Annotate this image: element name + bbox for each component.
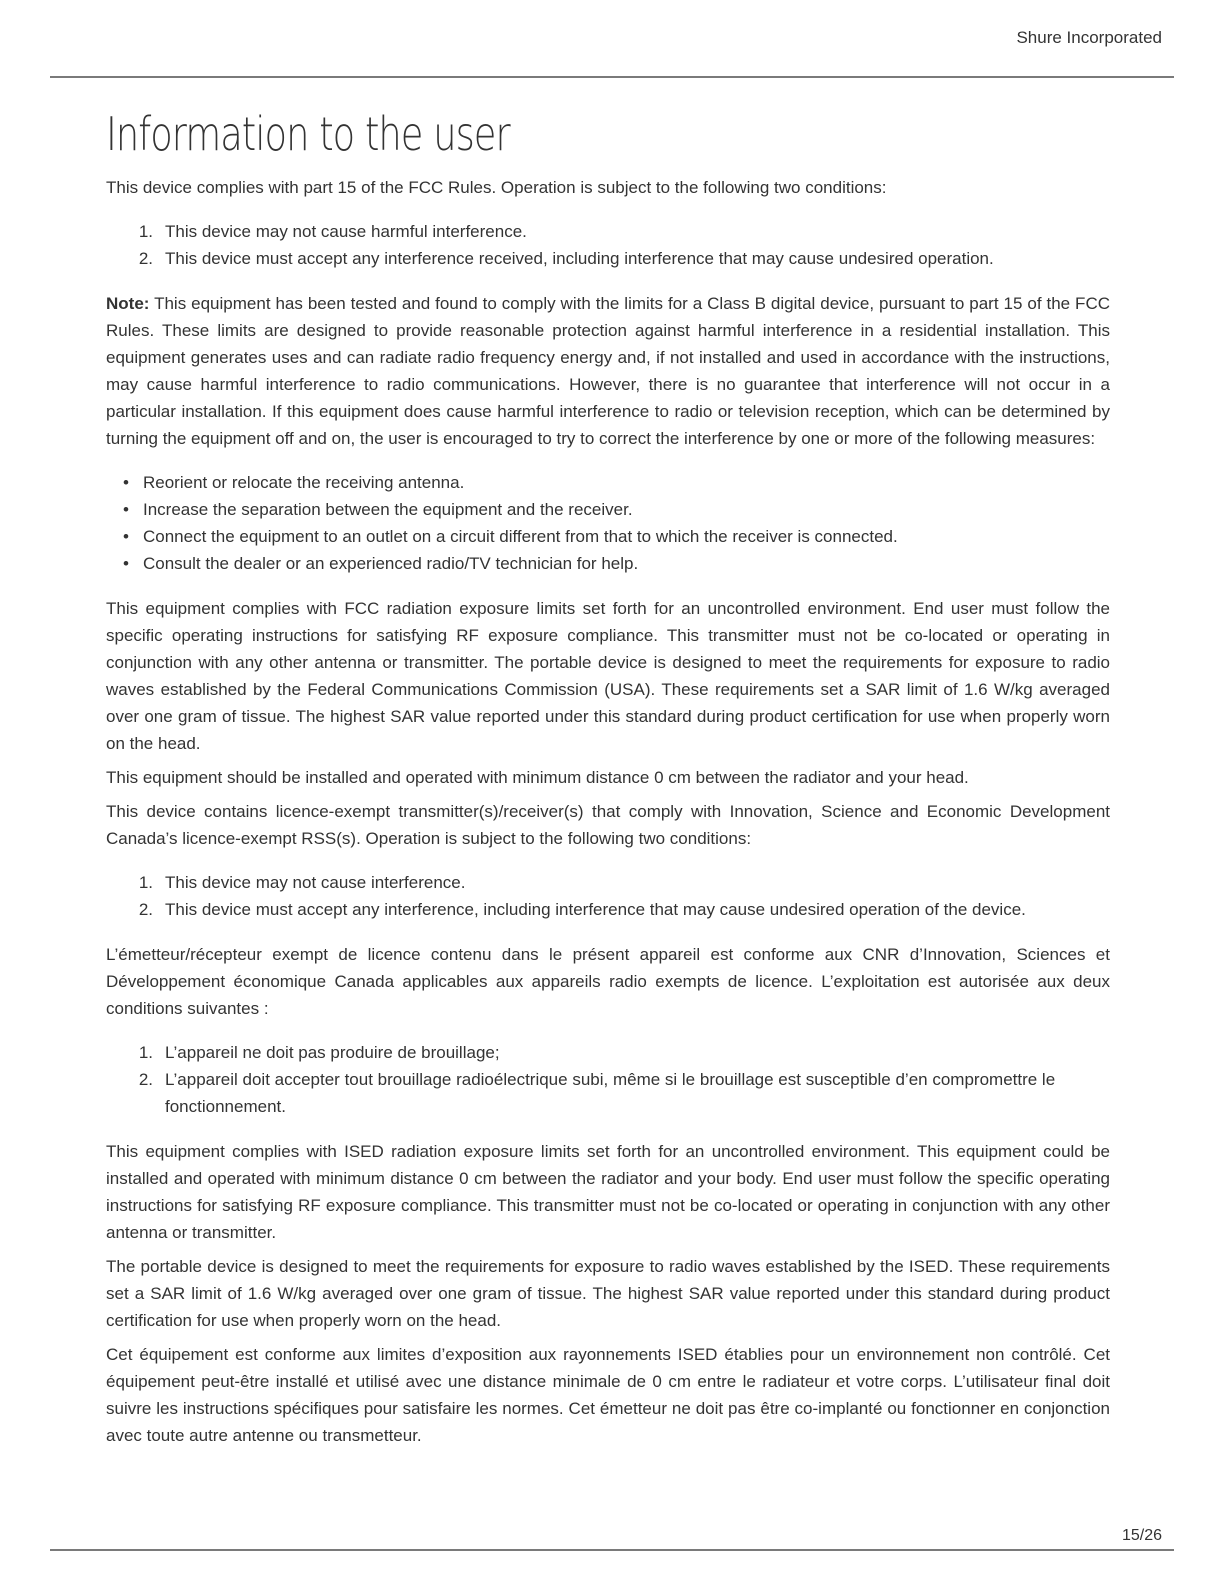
footer-divider: [50, 1549, 1174, 1551]
fcc-distance-paragraph: This equipment should be installed and operated with minimum distance 0 cm between the radiator and your head.: [106, 768, 969, 787]
ised-sar-paragraph: The portable device is designed to meet the requirements for exposure to radio waves established by the ISED. These requirements set a SAR limit of 1.6 W/kg averaged over one gram of tissue. The highest SAR value reported under this standard during product certification for use when properly worn on the head.: [106, 1257, 1110, 1330]
page-number: 15/26: [1121, 1527, 1162, 1544]
list-item-number: 2.: [138, 900, 153, 919]
list-item-text: This device must accept any interference, including interference that may cause undesired operation of the device.: [165, 900, 1026, 919]
list-item-text: Connect the equipment to an outlet on a circuit different from that to which the receiver is connected.: [143, 527, 898, 546]
list-item-number: 2.: [138, 1070, 153, 1089]
ised-rf-exposure-fr-paragraph: Cet équipement est conforme aux limites d’exposition aux rayonnements ISED établies pour un environnement non contrôlé. Cet équipement peut-être installé et utilisé avec une distance minimale de 0 cm entre le radiateur et votre corps. L’utilisateur final doit suivre les instructions spécifiques pour satisfaire les normes. Cet émetteur ne doit pas être co-implanté ou fonctionner en conjonction avec toute autre antenne ou transmetteur.: [106, 1345, 1110, 1445]
note-text: This equipment has been tested and found to comply with the limits for a Class B digital device, pursuant to part 15 of the FCC Rules. These limits are designed to provide reasonable protection against harmful interference in a residential installation. This equipment generates uses and can radiate radio frequency energy and, if not installed and used in accordance with the instructions, may cause harmful interference to radio communications. However, there is no guarantee that interference will not occur in a particular installation. If this equipment does cause harmful interference to radio or television reception, which can be determined by turning the equipment off and on, the user is encouraged to try to correct the interference by one or more of the following measures:: [106, 294, 1110, 448]
ised-intro-fr-paragraph: L’émetteur/récepteur exempt de licence contenu dans le présent appareil est conforme aux CNR d’Innovation, Sciences et Développement économique Canada applicables aux appareils radio exempts de licence. L’exploitation est autorisée aux deux conditions suivantes :: [106, 945, 1110, 1018]
list-item-text: Consult the dealer or an experienced radio/TV technician for help.: [143, 554, 639, 573]
list-item-text: Increase the separation between the equipment and the receiver.: [143, 500, 633, 519]
list-item: [106, 245, 1110, 272]
bullet-icon: •: [123, 554, 129, 573]
list-item-text: L’appareil doit accepter tout brouillage radioélectrique subi, même si le brouillage est susceptible d’en compromettre le fonctionnement.: [165, 1070, 1056, 1116]
fcc-rf-exposure-paragraph: This equipment complies with FCC radiation exposure limits set forth for an uncontrolled environment. End user must follow the specific operating instructions for satisfying RF exposure compliance. This transmitter must not be co-located or operating in conjunction with any other antenna or transmitter. The portable device is designed to meet the requirements for exposure to radio waves established by the Federal Communications Commission (USA). These requirements set a SAR limit of 1.6 W/kg averaged over one gram of tissue. The highest SAR value reported under this standard during product certification for use when properly worn on the head.: [106, 599, 1110, 753]
list-item: [106, 869, 1110, 896]
list-item: [106, 1039, 1110, 1066]
bullet-icon: •: [123, 500, 129, 519]
ised-intro-paragraph: This device contains licence-exempt transmitter(s)/receiver(s) that comply with Innovation, Science and Economic Development Canada’s licence-exempt RSS(s). Operation is subject to the following two conditions:: [106, 802, 1110, 848]
ised-conditions-fr-list: [106, 1039, 1110, 1120]
page-content: [106, 102, 1110, 1456]
ised-rf-exposure-paragraph: This equipment complies with ISED radiation exposure limits set forth for an uncontrolled environment. This equipment could be installed and operated with minimum distance 0 cm between the radiator and your body. End user must follow the specific operating instructions for satisfying RF exposure compliance. This transmitter must not be co-located or operating in conjunction with any other antenna or transmitter.: [106, 1142, 1110, 1242]
header-divider: [50, 76, 1174, 78]
list-item: [106, 1066, 1110, 1120]
list-item-number: 1.: [138, 222, 153, 241]
ised-conditions-list: [106, 869, 1110, 923]
page-title: Information to the user: [106, 107, 510, 161]
list-item: [106, 496, 1110, 523]
list-item: [106, 523, 1110, 550]
fcc-intro-paragraph: This device complies with part 15 of the FCC Rules. Operation is subject to the following two conditions:: [106, 178, 887, 197]
bullet-icon: •: [123, 473, 129, 492]
list-item: [106, 550, 1110, 577]
note-label: Note:: [106, 294, 150, 313]
list-item-text: L’appareil ne doit pas produire de brouillage;: [165, 1043, 500, 1062]
list-item-text: Reorient or relocate the receiving antenna.: [143, 473, 465, 492]
measures-list: [106, 469, 1110, 577]
list-item: [106, 469, 1110, 496]
list-item-text: This device may not cause interference.: [165, 873, 466, 892]
bullet-icon: •: [123, 527, 129, 546]
list-item-number: 2.: [138, 249, 153, 268]
list-item: [106, 218, 1110, 245]
list-item-text: This device must accept any interference received, including interference that may cause undesired operation.: [165, 249, 994, 268]
note-paragraph: [106, 290, 1110, 452]
list-item: [106, 896, 1110, 923]
fcc-conditions-list: [106, 218, 1110, 272]
header-company-name: Shure Incorporated: [1016, 28, 1162, 47]
list-item-number: 1.: [138, 873, 153, 892]
list-item-number: 1.: [138, 1043, 153, 1062]
list-item-text: This device may not cause harmful interference.: [165, 222, 527, 241]
